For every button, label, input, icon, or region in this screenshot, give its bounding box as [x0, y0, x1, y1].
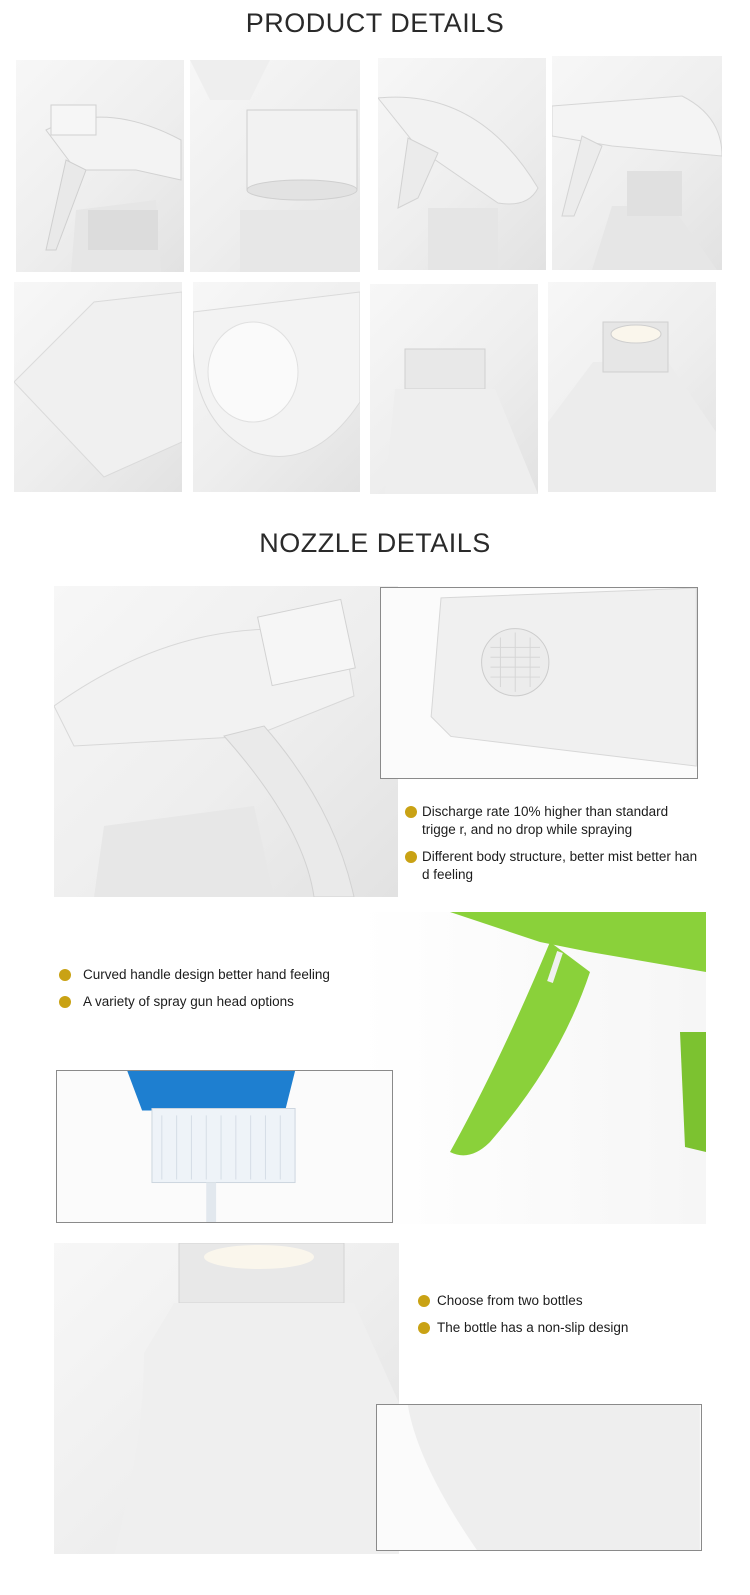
product-photo-bottle-shoulder [14, 282, 182, 492]
nozzle-features-group-1 [405, 803, 705, 893]
bullet-dot-icon [418, 1322, 430, 1334]
product-details-title: PRODUCT DETAILS [245, 8, 505, 38]
nozzle-inset-blue-cap [56, 1070, 393, 1223]
bullet-dot-icon [418, 1295, 430, 1307]
nozzle-photo-bottle-neck [54, 1243, 399, 1554]
feature-item: Discharge rate 10% higher than standard trigge r, and no drop while spraying [405, 803, 705, 839]
feature-item: Choose from two bottles [418, 1292, 718, 1310]
feature-item: Different body structure, better mist better han d feeling [405, 848, 705, 884]
product-photo-cap [190, 60, 360, 272]
nozzle-photo-green-trigger [360, 912, 706, 1224]
bullet-dot-icon [59, 969, 71, 981]
nozzle-inset-spray-head [380, 587, 698, 779]
bullet-dot-icon [405, 806, 417, 818]
product-photo-trigger-side [16, 60, 184, 272]
product-photo-bottle-base [193, 282, 360, 492]
bullet-dot-icon [405, 851, 417, 863]
nozzle-details-title: NOZZLE DETAILS [259, 528, 491, 558]
nozzle-inset-bottle-grip [376, 1404, 702, 1551]
feature-item: A variety of spray gun head options [59, 993, 389, 1011]
product-photo-bottle-neck [370, 284, 538, 494]
feature-item: Curved handle design better hand feeling [59, 966, 389, 984]
feature-item: The bottle has a non-slip design [418, 1319, 718, 1337]
product-photo-trigger-profile [552, 56, 722, 270]
nozzle-photo-trigger-closeup [54, 586, 398, 897]
product-photo-bottle-mouth [548, 282, 716, 492]
nozzle-features-group-3 [418, 1292, 718, 1346]
bullet-dot-icon [59, 996, 71, 1008]
nozzle-features-group-2 [59, 966, 389, 1020]
product-photo-nozzle-front [378, 58, 546, 270]
